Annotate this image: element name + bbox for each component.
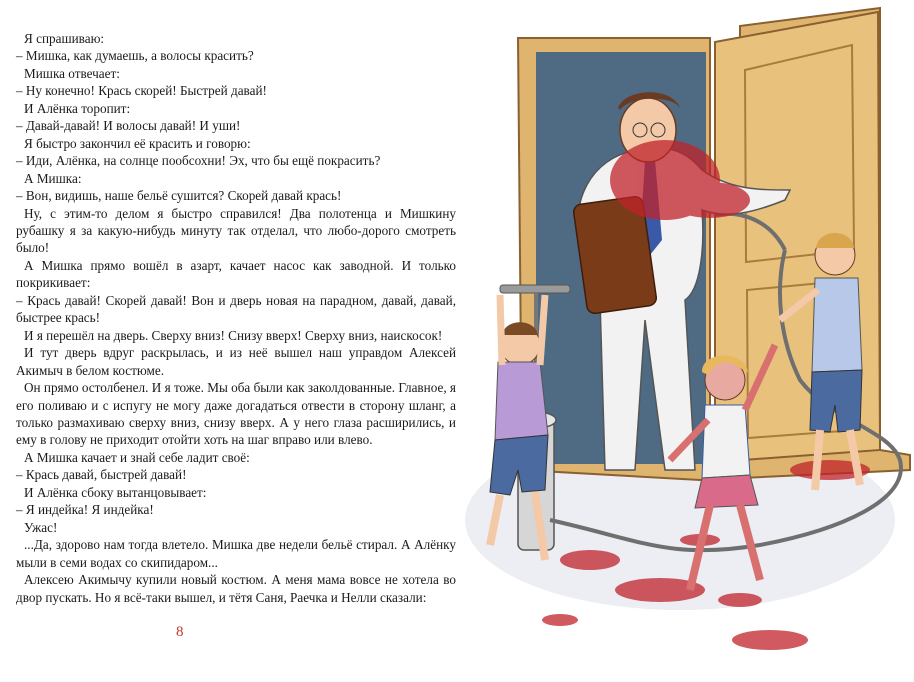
paragraph: И тут дверь вдруг раскрылась, и из неё вышел наш управдом Алексей Акимыч в белом костюме. — [16, 345, 456, 378]
paragraph: И Алёнка сбоку вытанцовывает: — [24, 484, 207, 500]
paragraph: Я спрашиваю: — [24, 31, 105, 46]
paragraph: – Давай-давай! И волосы давай! И уши! — [16, 118, 241, 134]
paragraph: А Мишка: — [24, 170, 82, 186]
paragraph: – Мишка, как думаешь, а волосы красить? — [16, 48, 254, 64]
paragraph: Мишка отвечает: — [24, 65, 120, 81]
paragraph: А Мишка качает и знай себе ладит своё: — [24, 449, 250, 465]
page-number: 8 — [176, 624, 184, 640]
paragraph: – Крась давай, быстрей давай! — [16, 467, 187, 483]
illustration — [440, 0, 914, 682]
paragraph: ...Да, здорово нам тогда влетело. Мишка две недели бельё стирал. А Алёнку мыли в семи водах со скипидаром... — [16, 537, 456, 570]
paragraph: – Крась давай! Скорей давай! Вон и дверь новая на парадном, давай, давай, быстрее крась! — [16, 292, 456, 326]
paragraph: – Ну конечно! Крась скорей! Быстрей давай! — [16, 83, 267, 99]
paragraph: Алексею Акимычу купили новый костюм. А меня мама вовсе не хотела во двор пускать. Но я всё-таки вышел, и тётя Саня, Раечка и Нелли сказали: — [16, 572, 456, 605]
paragraph: – Иди, Алёнка, на солнце пообсохни! Эх, что бы ещё покрасить? — [16, 153, 381, 169]
paragraph: Ужас! — [24, 519, 58, 535]
paragraph: Он прямо остолбенел. И я тоже. Мы оба были как заколдованные. Главное, я его поливаю и с испугу не могу даже догадаться отвести в сторону шланг, а только размахиваю сверху вниз, снизу вверх. А у него глаза расширились, и ему в голову не приходит отойти хоть на шаг вправо или влево. — [16, 380, 456, 448]
paragraph: – Вон, видишь, наше бельё сушится? Скорей давай крась! — [16, 188, 342, 204]
story-text — [16, 30, 456, 606]
paragraph: А Мишка прямо вошёл в азарт, качает насос как заводной. И только покрикивает: — [16, 257, 456, 291]
paragraph: Ну, с этим-то делом я быстро справился! Два полотенца и Мишкину рубашку я за какую-нибудь минуту так отделал, что любо-дорого смотреть было! — [16, 205, 456, 256]
paragraph: И Алёнка торопит: — [24, 100, 131, 116]
paragraph: Я быстро закончил её красить и говорю: — [24, 135, 251, 151]
paragraph: И я перешёл на дверь. Сверху вниз! Снизу вверх! Сверху вниз, наискосок! — [24, 327, 443, 343]
paragraph: – Я индейка! Я индейка! — [16, 502, 154, 518]
